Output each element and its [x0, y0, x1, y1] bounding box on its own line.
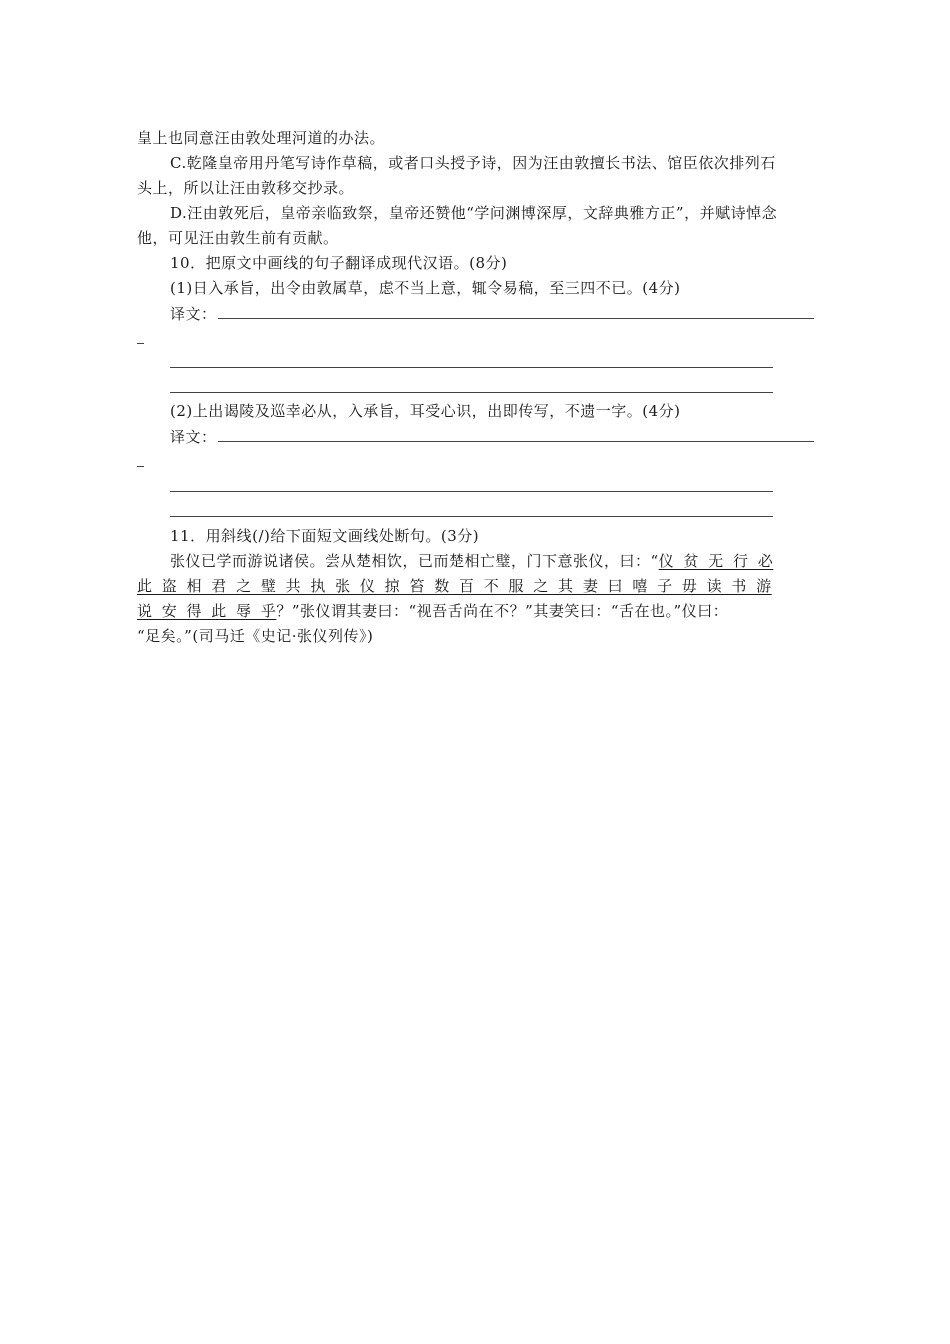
question-10-sentence-2: (2)上出谒陵及巡幸必从，入承旨，耳受心识，出即传写，不遗一字。(4分)	[170, 402, 681, 420]
underlined-segment-1: 仪 贫 无 行 必	[658, 552, 774, 570]
option-b-tail: 皇上也同意汪由敦处理河道的办法。	[137, 129, 386, 147]
passage-line-1-text: 张仪已学而游说诸侯。尝从楚相饮，已而楚相亡璧，门下意张仪，曰：“	[170, 552, 659, 570]
answer-line-1a[interactable]	[218, 318, 814, 319]
answer-line-2a[interactable]	[218, 441, 814, 442]
passage-line-4: “足矣。”(司马迁《史记·张仪列传》)	[137, 627, 374, 645]
option-d-line1: D.汪由敦死后，皇帝亲临致祭，皇帝还赞他“学问渊博深厚，文辞典雅方正”，并赋诗悼念	[170, 204, 778, 222]
question-10-title: 10．把原文中画线的句子翻译成现代汉语。(8分)	[170, 254, 508, 272]
answer-label-2: 译文：	[170, 428, 217, 446]
underlined-segment-2: 此 盗 相 君 之 璧 共 执 张 仪 掠 笞 数 百 不 服 之 其 妻 曰 嘻 子 毋 读 书 游	[137, 577, 772, 595]
answer-line-1b[interactable]	[170, 367, 773, 368]
question-11-title: 11．用斜线(/)给下面短文画线处断句。(3分)	[170, 527, 480, 545]
answer-line-2c[interactable]	[170, 516, 773, 517]
option-c-line1: C.乾隆皇帝用丹笔写诗作草稿，或者口头授予诗，因为汪由敦擅长书法、馆臣依次排列石	[170, 154, 776, 172]
passage-line-3-text: ？”张仪谓其妻曰：“视吾舌尚在不？”其妻笑曰：“舌在也。”仪曰：	[276, 602, 729, 620]
answer-label-1: 译文：	[170, 305, 217, 323]
passage-line-1	[170, 551, 773, 571]
question-10-sentence-1: (1)日入承旨，出令由敦属草，虑不当上意，辄令易稿，至三四不已。(4分)	[170, 279, 681, 297]
answer-line-dash-1	[137, 343, 144, 344]
underlined-segment-3: 说 安 得 此 辱 乎	[137, 602, 277, 620]
answer-line-dash-2	[137, 466, 144, 467]
answer-line-1c[interactable]	[170, 392, 773, 393]
answer-line-2b[interactable]	[170, 491, 773, 492]
option-d-line2: 他，可见汪由敦生前有贡献。	[137, 229, 339, 247]
passage-line-2	[137, 576, 772, 596]
option-c-line2: 头上，所以让汪由敦移交抄录。	[137, 179, 355, 197]
passage-line-3	[137, 601, 728, 621]
